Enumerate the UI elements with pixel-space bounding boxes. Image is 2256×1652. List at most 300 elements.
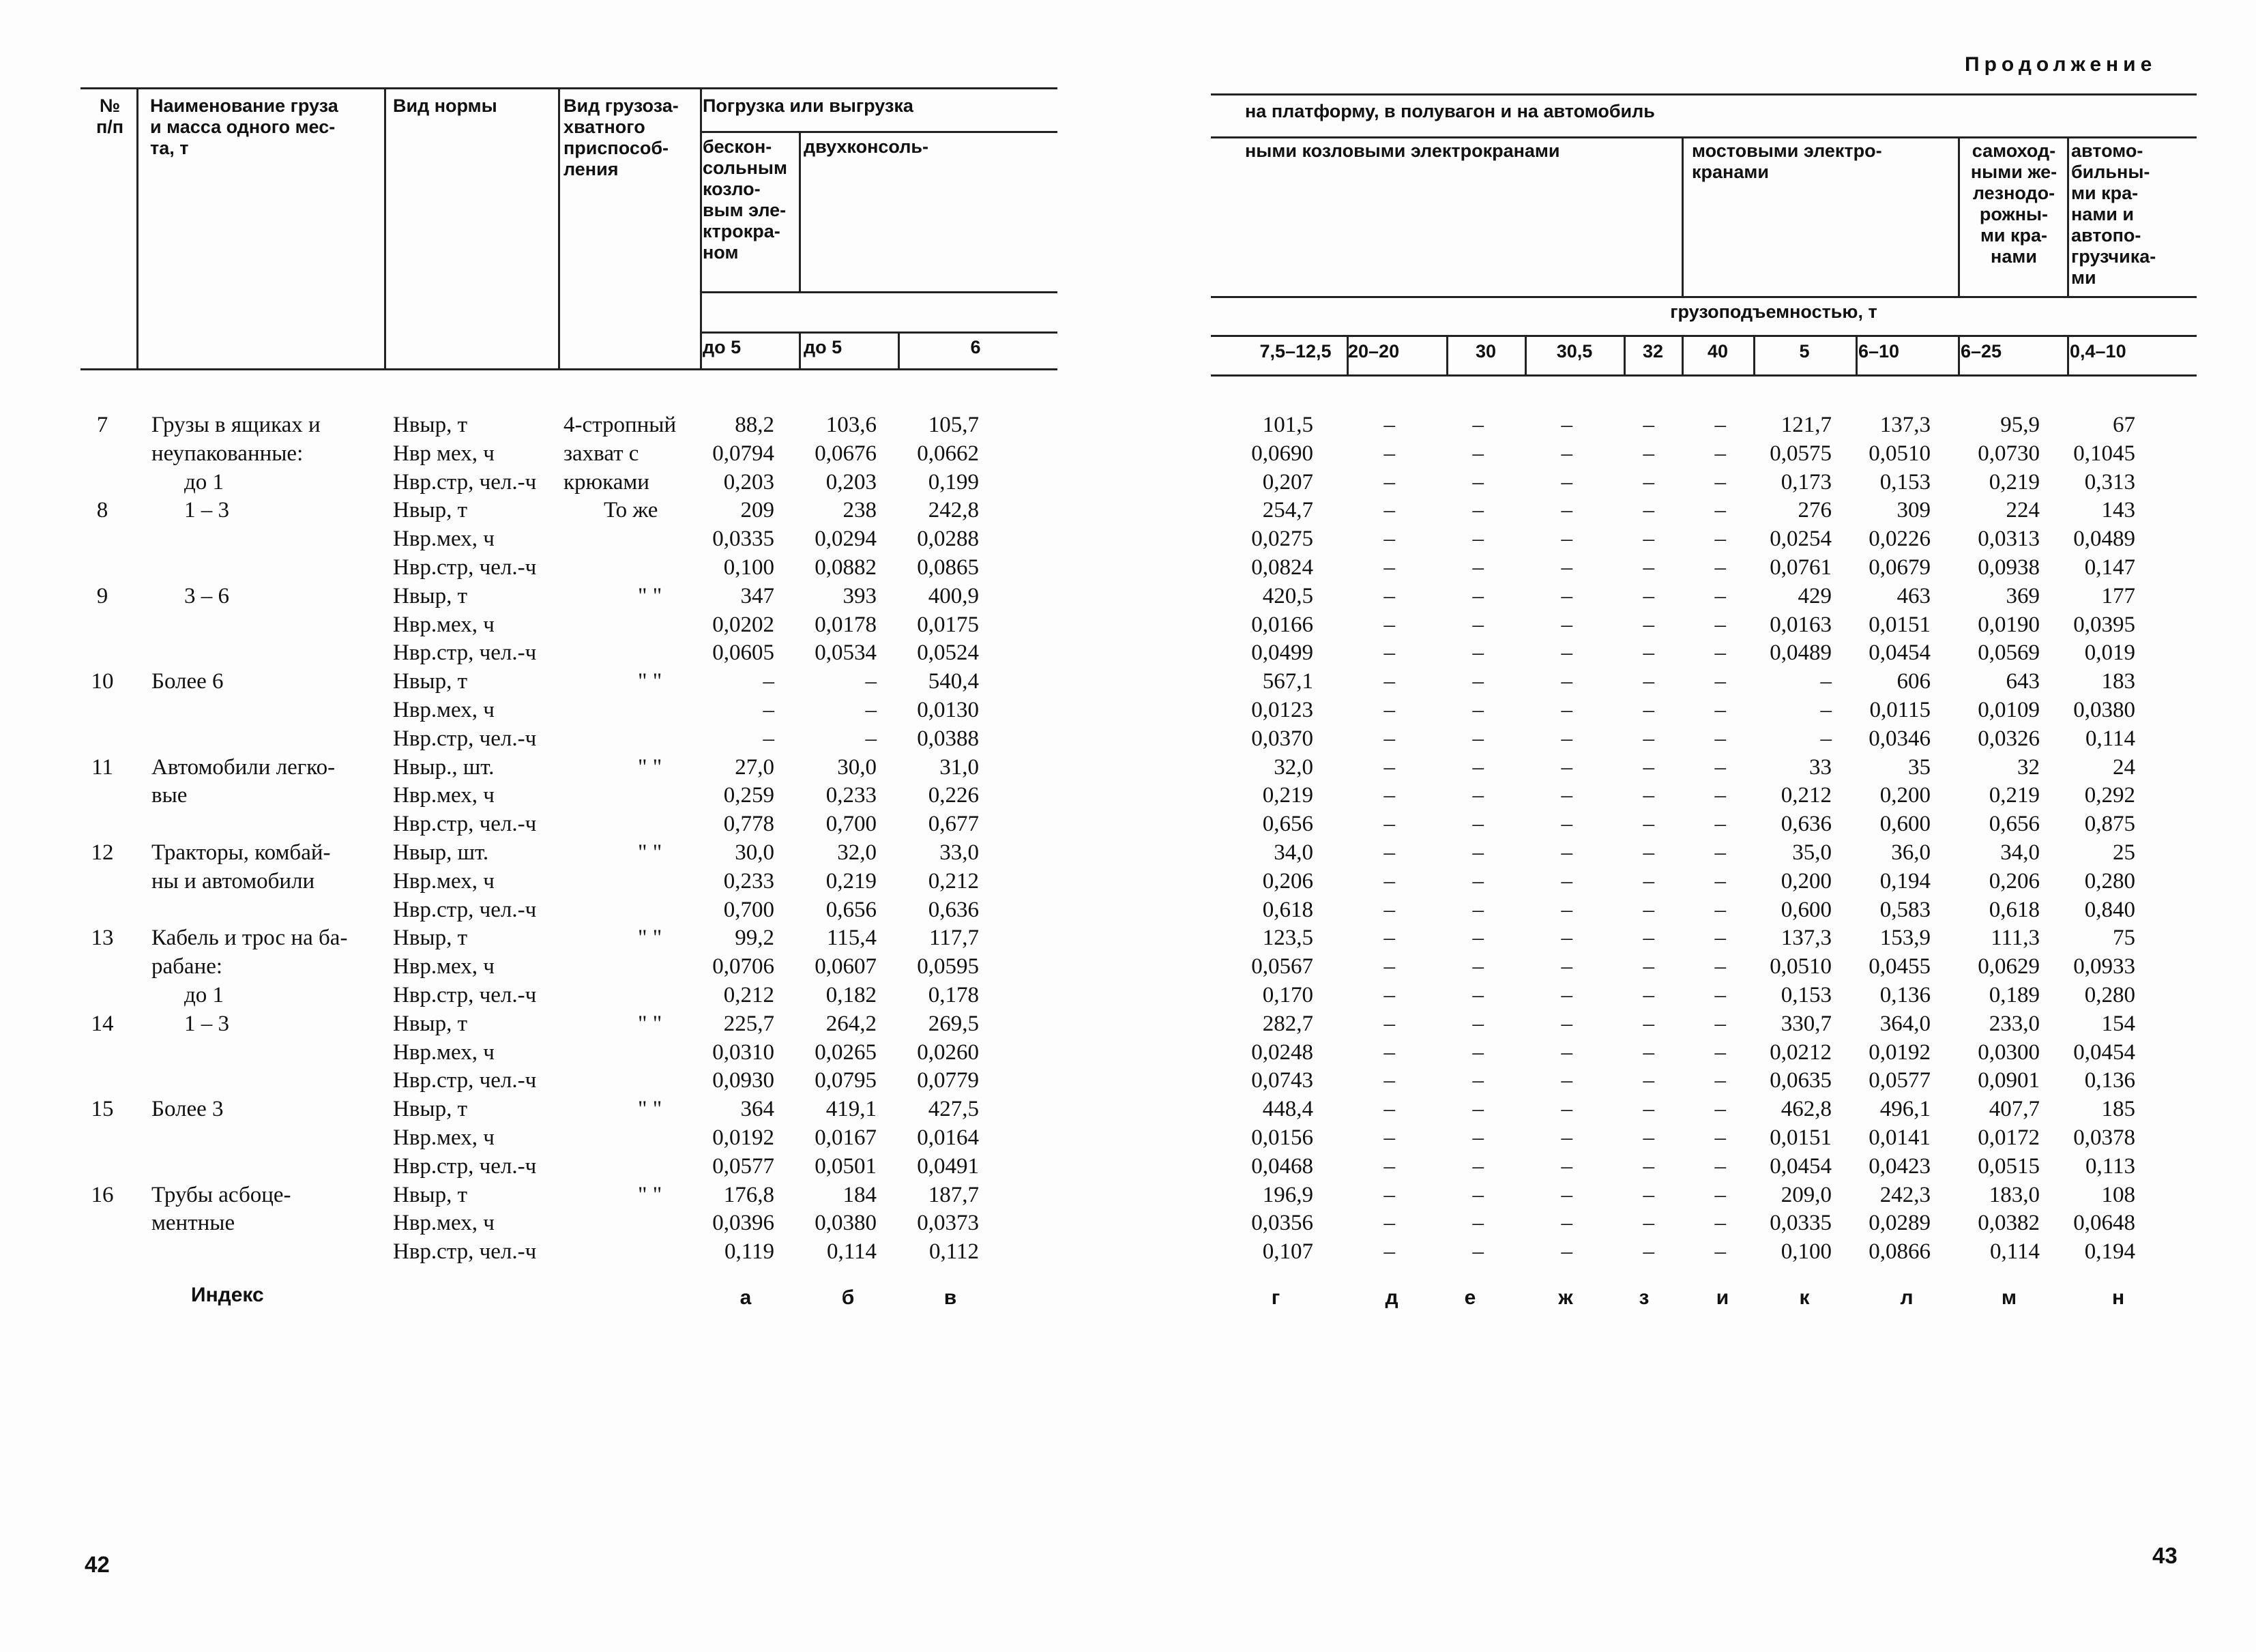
value-cell: – [1472,1097,1484,1122]
value-cell: – [1714,897,1726,922]
cap-right-3: 30,5 [1556,341,1593,362]
value-cell: 0,0123 [1251,698,1313,722]
value-cell: – [1643,555,1654,580]
table-row [0,1066,2256,1095]
value-cell: 225,7 [723,1011,774,1036]
norm-type: Нвр.мех, ч [393,868,495,894]
value-cell: 0,0378 [2073,1125,2135,1150]
value-cell: 105,7 [928,413,979,437]
header-dvukh: двухконсоль- [804,136,928,157]
grip-type: " " [638,669,662,694]
value-cell: – [1643,868,1654,894]
value-cell: – [1472,726,1484,751]
index-letter: е [1464,1286,1476,1309]
norm-type: Нвыр, т [393,1182,468,1207]
value-cell: 0,206 [1989,868,2040,894]
value-cell: – [1643,669,1654,694]
value-cell: – [1714,555,1726,580]
value-cell: – [1714,1182,1726,1207]
value-cell: – [1472,698,1484,722]
value-cell: – [1472,1153,1484,1179]
value-cell: 0,0164 [917,1125,979,1150]
table-row [0,1181,2256,1209]
value-cell: 0,114 [2085,726,2135,751]
value-cell: 0,0373 [917,1211,979,1236]
value-cell: 0,200 [1781,868,1832,894]
cap-right-0: 7,5–12,5 [1259,341,1332,362]
norm-type: Нвр.мех, ч [393,612,495,637]
value-cell: 420,5 [1262,583,1313,608]
value-cell: 0,875 [2084,812,2135,837]
cap-left-2: 6 [970,337,981,357]
value-cell: – [1472,840,1484,865]
value-cell: 0,0109 [1978,698,2040,722]
norm-type: Нвр.стр, чел.-ч [393,1068,537,1093]
value-cell: 0,219 [825,868,877,894]
value-cell: – [1643,1068,1654,1093]
index-letter: н [2111,1286,2125,1309]
value-cell: 364,0 [1879,1011,1931,1036]
value-cell: – [1383,441,1395,466]
value-cell: 183,0 [1989,1182,2040,1207]
header-capacity: грузоподъемностью, т [1670,301,1877,322]
value-cell: 0,0779 [917,1068,979,1093]
value-cell: – [1643,413,1654,437]
value-cell: – [1820,669,1832,694]
value-cell: 123,5 [1262,926,1313,951]
value-cell: – [1561,1011,1572,1036]
value-cell: 30,0 [837,754,877,780]
value-cell: 330,7 [1781,1011,1832,1036]
value-cell: 0,189 [1989,983,2040,1007]
value-cell: 35,0 [1792,840,1832,865]
value-cell: 0,0595 [917,954,979,979]
value-cell: 183 [2101,669,2135,694]
value-cell: – [1643,954,1654,979]
value-cell: 0,0300 [1978,1039,2040,1065]
value-cell: 0,0648 [2073,1211,2135,1236]
value-cell: 0,226 [928,783,979,808]
cargo-name: до 1 [184,469,224,495]
value-cell: 0,100 [1781,1239,1832,1265]
value-cell: 0,0454 [1770,1153,1832,1179]
value-cell: 137,3 [1879,413,1931,437]
value-cell: 0,0499 [1251,640,1313,666]
value-cell: 0,100 [723,555,774,580]
value-cell: – [1714,527,1726,552]
value-cell: 0,219 [1262,783,1313,808]
value-cell: 0,259 [723,783,774,808]
value-cell: – [1472,1068,1484,1093]
value-cell: 0,0454 [2073,1039,2135,1065]
grip-type: То же [604,498,658,523]
value-cell: 0,0166 [1251,612,1313,637]
cargo-name: 1 – 3 [184,498,229,523]
cap-right-9: 0,4–10 [2070,341,2126,362]
value-cell: 0,0629 [1978,954,2040,979]
value-cell: – [1643,812,1654,837]
grip-type: крюками [563,469,649,495]
value-cell: 0,0730 [1978,441,2040,466]
value-cell: 0,0294 [815,527,877,552]
value-cell: 0,0115 [1869,698,1931,722]
value-cell: 0,0156 [1251,1125,1313,1150]
value-cell: 0,0865 [917,555,979,580]
value-cell: 0,0455 [1869,954,1931,979]
value-cell: – [1714,868,1726,894]
value-cell: 0,0151 [1770,1125,1832,1150]
value-cell: 0,0226 [1869,527,1931,552]
value-cell: – [1383,669,1395,694]
cargo-name: неупакованные: [151,441,304,466]
value-cell: 111,3 [1991,926,2040,951]
index-letter: з [1639,1286,1650,1309]
norm-type: Нвр.стр, чел.-ч [393,1153,537,1179]
row-number: 16 [91,1182,114,1207]
value-cell: 0,0395 [2073,612,2135,637]
value-cell: – [1561,897,1572,922]
value-cell: 0,0489 [1770,640,1832,666]
value-cell: – [1383,812,1395,837]
value-cell: 0,0289 [1869,1211,1931,1236]
value-cell: 0,0524 [917,640,979,666]
value-cell: 36,0 [1891,840,1931,865]
value-cell: – [1472,669,1484,694]
value-cell: 0,0569 [1978,640,2040,666]
value-cell: – [1383,698,1395,722]
value-cell: – [1561,754,1572,780]
value-cell: 0,170 [1262,983,1313,1007]
value-cell: – [1714,669,1726,694]
cap-left-1: до 5 [804,337,843,357]
value-cell: 0,0130 [917,698,979,722]
value-cell: 0,0690 [1251,441,1313,466]
value-cell: – [1561,1039,1572,1065]
table-row [0,525,2256,553]
value-cell: 0,618 [1989,897,2040,922]
index-letter: л [1900,1286,1914,1309]
value-cell: – [1714,1153,1726,1179]
value-cell: 0,178 [928,983,979,1007]
value-cell: 0,0288 [917,527,979,552]
value-cell: 462,8 [1781,1097,1832,1122]
value-cell: – [1714,498,1726,523]
page-number-left: 42 [85,1552,110,1577]
row-number: 15 [91,1097,114,1122]
value-cell: 0,0141 [1869,1125,1931,1150]
value-cell: 448,4 [1262,1097,1313,1122]
value-cell: 0,700 [825,812,877,837]
value-cell: 0,194 [2084,1239,2135,1265]
table-row [0,810,2256,838]
value-cell: 0,212 [723,983,774,1007]
value-cell: 606 [1896,669,1931,694]
value-cell: – [1714,726,1726,751]
value-cell: 0,113 [2085,1153,2135,1179]
value-cell: 0,206 [1262,868,1313,894]
value-cell: 0,636 [1781,812,1832,837]
value-cell: 108 [2101,1182,2135,1207]
value-cell: 347 [740,583,774,608]
value-cell: 67 [2113,413,2135,437]
value-cell: 0,212 [928,868,979,894]
index-letter: б [841,1286,855,1309]
table-row [0,496,2256,525]
value-cell: 101,5 [1262,413,1313,437]
row-number: 14 [91,1011,114,1036]
value-cell: 0,636 [928,897,979,922]
value-cell: 184 [843,1182,877,1207]
value-cell: 0,0635 [1770,1068,1832,1093]
value-cell: 25 [2113,840,2135,865]
value-cell: – [1383,469,1395,495]
row-number: 12 [91,840,114,865]
norm-type: Нвр мех, ч [393,441,495,466]
table-row [0,582,2256,610]
norm-type: Нвыр., шт. [393,754,495,780]
value-cell: 0,114 [1989,1239,2040,1265]
value-cell: 0,0515 [1978,1153,2040,1179]
value-cell: 0,112 [928,1239,979,1265]
value-cell: – [1643,583,1654,608]
cargo-name: до 1 [184,983,224,1007]
value-cell: 0,280 [2084,868,2135,894]
value-cell: 0,0933 [2073,954,2135,979]
value-cell: – [1383,413,1395,437]
value-cell: – [1383,1239,1395,1265]
value-cell: – [1383,754,1395,780]
index-letter: и [1716,1286,1729,1309]
index-letter: а [739,1286,752,1309]
value-cell: – [1714,1239,1726,1265]
value-cell: 269,5 [928,1011,979,1036]
cargo-name: Грузы в ящиках и [151,413,321,437]
cargo-name: ны и автомобили [151,868,315,894]
value-cell: – [1383,983,1395,1007]
cargo-name: вые [151,783,188,808]
value-cell: – [1714,583,1726,608]
cap-left-0: до 5 [703,337,742,357]
value-cell: – [1561,583,1572,608]
value-cell: 400,9 [928,583,979,608]
table-row [0,1038,2256,1067]
value-cell: – [1643,1211,1654,1236]
value-cell: 0,656 [1989,812,2040,837]
norm-type: Нвр.стр, чел.-ч [393,1239,537,1265]
value-cell: 0,0501 [815,1153,877,1179]
value-cell: 0,182 [825,983,877,1007]
value-cell: – [1643,612,1654,637]
value-cell: 0,199 [928,469,979,495]
value-cell: 185 [2101,1097,2135,1122]
value-cell: 0,219 [1989,469,2040,495]
value-cell: – [1561,498,1572,523]
value-cell: – [1643,1182,1654,1207]
value-cell: – [1714,926,1726,951]
value-cell: – [1643,1125,1654,1150]
index-label: Индекс [191,1284,264,1306]
value-cell: 233,0 [1989,1011,2040,1036]
cap-right-8: 6–25 [1961,341,2002,362]
value-cell: – [1472,1125,1484,1150]
value-cell: – [1714,441,1726,466]
value-cell: 0,200 [1879,783,1931,808]
value-cell: 33,0 [939,840,979,865]
value-cell: 117,7 [928,926,979,951]
norm-type: Нвыр, т [393,583,468,608]
value-cell: 0,0380 [815,1211,877,1236]
value-cell: 0,0930 [712,1068,774,1093]
value-cell: – [763,698,774,722]
value-cell: 0,136 [1879,983,1931,1007]
value-cell: – [1643,783,1654,808]
index-letter: к [1799,1286,1810,1309]
value-cell: – [1383,954,1395,979]
value-cell: – [1383,1097,1395,1122]
value-cell: – [1714,1211,1726,1236]
value-cell: 0,233 [723,868,774,894]
value-cell: – [1561,1097,1572,1122]
value-cell: – [1643,926,1654,951]
norm-type: Нвр.стр, чел.-ч [393,640,537,666]
value-cell: 0,600 [1781,897,1832,922]
value-cell: – [1383,1011,1395,1036]
value-cell: – [763,726,774,751]
value-cell: – [1561,812,1572,837]
value-cell: – [1643,726,1654,751]
value-cell: – [1383,583,1395,608]
value-cell: 0,147 [2084,555,2135,580]
value-cell: – [1383,726,1395,751]
value-cell: 540,4 [928,669,979,694]
norm-type: Нвр.мех, ч [393,783,495,808]
value-cell: – [1383,1211,1395,1236]
value-cell: 31,0 [939,754,979,780]
value-cell: 0,0192 [712,1125,774,1150]
value-cell: – [1561,1125,1572,1150]
value-cell: 0,1045 [2073,441,2135,466]
value-cell: – [1472,583,1484,608]
header-loading: Погрузка или выгрузка [703,95,913,116]
value-cell: – [1820,726,1832,751]
value-cell: – [865,726,877,751]
value-cell: 264,2 [825,1011,877,1036]
value-cell: – [1714,954,1726,979]
value-cell: – [1561,527,1572,552]
value-cell: 0,0743 [1251,1068,1313,1093]
value-cell: 369 [2006,583,2040,608]
value-cell: – [1561,469,1572,495]
cap-right-2: 30 [1475,341,1497,362]
value-cell: – [1714,1011,1726,1036]
value-cell: 0,0795 [815,1068,877,1093]
cargo-name: рабане: [151,954,223,979]
value-cell: 0,0326 [1978,726,2040,751]
value-cell: – [1472,754,1484,780]
value-cell: – [1472,983,1484,1007]
cargo-name: Более 6 [151,669,224,694]
value-cell: 0,0175 [917,612,979,637]
table-row [0,1009,2256,1038]
index-letter: д [1385,1286,1398,1309]
value-cell: – [1714,612,1726,637]
norm-type: Нвыр, т [393,669,468,694]
value-cell: 0,173 [1781,469,1832,495]
value-cell: 32,0 [1274,754,1313,780]
norm-type: Нвр.мех, ч [393,954,495,979]
norm-type: Нвыр, шт. [393,840,489,865]
value-cell: – [865,698,877,722]
table-row [0,838,2256,867]
value-cell: 0,0901 [1978,1068,2040,1093]
value-cell: 24 [2113,754,2135,780]
value-cell: 0,0607 [815,954,877,979]
value-cell: 309 [1896,498,1931,523]
value-cell: 0,0192 [1869,1039,1931,1065]
value-cell: – [1643,897,1654,922]
value-cell: – [1561,1153,1572,1179]
value-cell: 282,7 [1262,1011,1313,1036]
value-cell: 0,0824 [1251,555,1313,580]
table-row [0,724,2256,753]
value-cell: – [1714,1039,1726,1065]
value-cell: 0,0212 [1770,1039,1832,1065]
value-cell: 0,153 [1781,983,1832,1007]
index-letter: ж [1558,1286,1573,1309]
value-cell: 34,0 [2000,840,2040,865]
value-cell: – [1472,954,1484,979]
index-letter: м [2001,1286,2017,1309]
value-cell: 0,0202 [712,612,774,637]
value-cell: 0,0248 [1251,1039,1313,1065]
norm-type: Нвыр, т [393,498,468,523]
cargo-name: Тракторы, комбай- [151,840,331,865]
value-cell: 0,0310 [712,1039,774,1065]
table-row [0,638,2256,667]
value-cell: 0,0882 [815,555,877,580]
value-cell: – [1714,469,1726,495]
header-kozlov: ными козловыми электрокранами [1245,141,1560,161]
norm-type: Нвр.стр, чел.-ч [393,726,537,751]
grip-type: 4-стропный [563,413,677,437]
value-cell: 0,0794 [712,441,774,466]
value-cell: – [1714,754,1726,780]
table-row [0,952,2256,981]
value-cell: 224 [2006,498,2040,523]
value-cell: 0,0178 [815,612,877,637]
value-cell: – [1383,926,1395,951]
value-cell: 0,0510 [1770,954,1832,979]
index-letter: г [1271,1286,1280,1309]
value-cell: – [1561,1211,1572,1236]
value-cell: – [1643,1153,1654,1179]
value-cell: 0,203 [825,469,877,495]
value-cell: 0,0380 [2073,698,2135,722]
value-cell: 0,600 [1879,812,1931,837]
cargo-name: Более 3 [151,1097,224,1122]
index-letter: в [943,1286,957,1309]
value-cell: 0,019 [2084,640,2135,666]
value-cell: 32 [2017,754,2040,780]
value-cell: – [1472,640,1484,666]
value-cell: 0,0335 [1770,1211,1832,1236]
value-cell: – [1561,1182,1572,1207]
table-row [0,981,2256,1009]
norm-type: Нвр.мех, ч [393,1211,495,1236]
value-cell: 143 [2101,498,2135,523]
value-cell: 0,778 [723,812,774,837]
value-cell: 242,3 [1879,1182,1931,1207]
